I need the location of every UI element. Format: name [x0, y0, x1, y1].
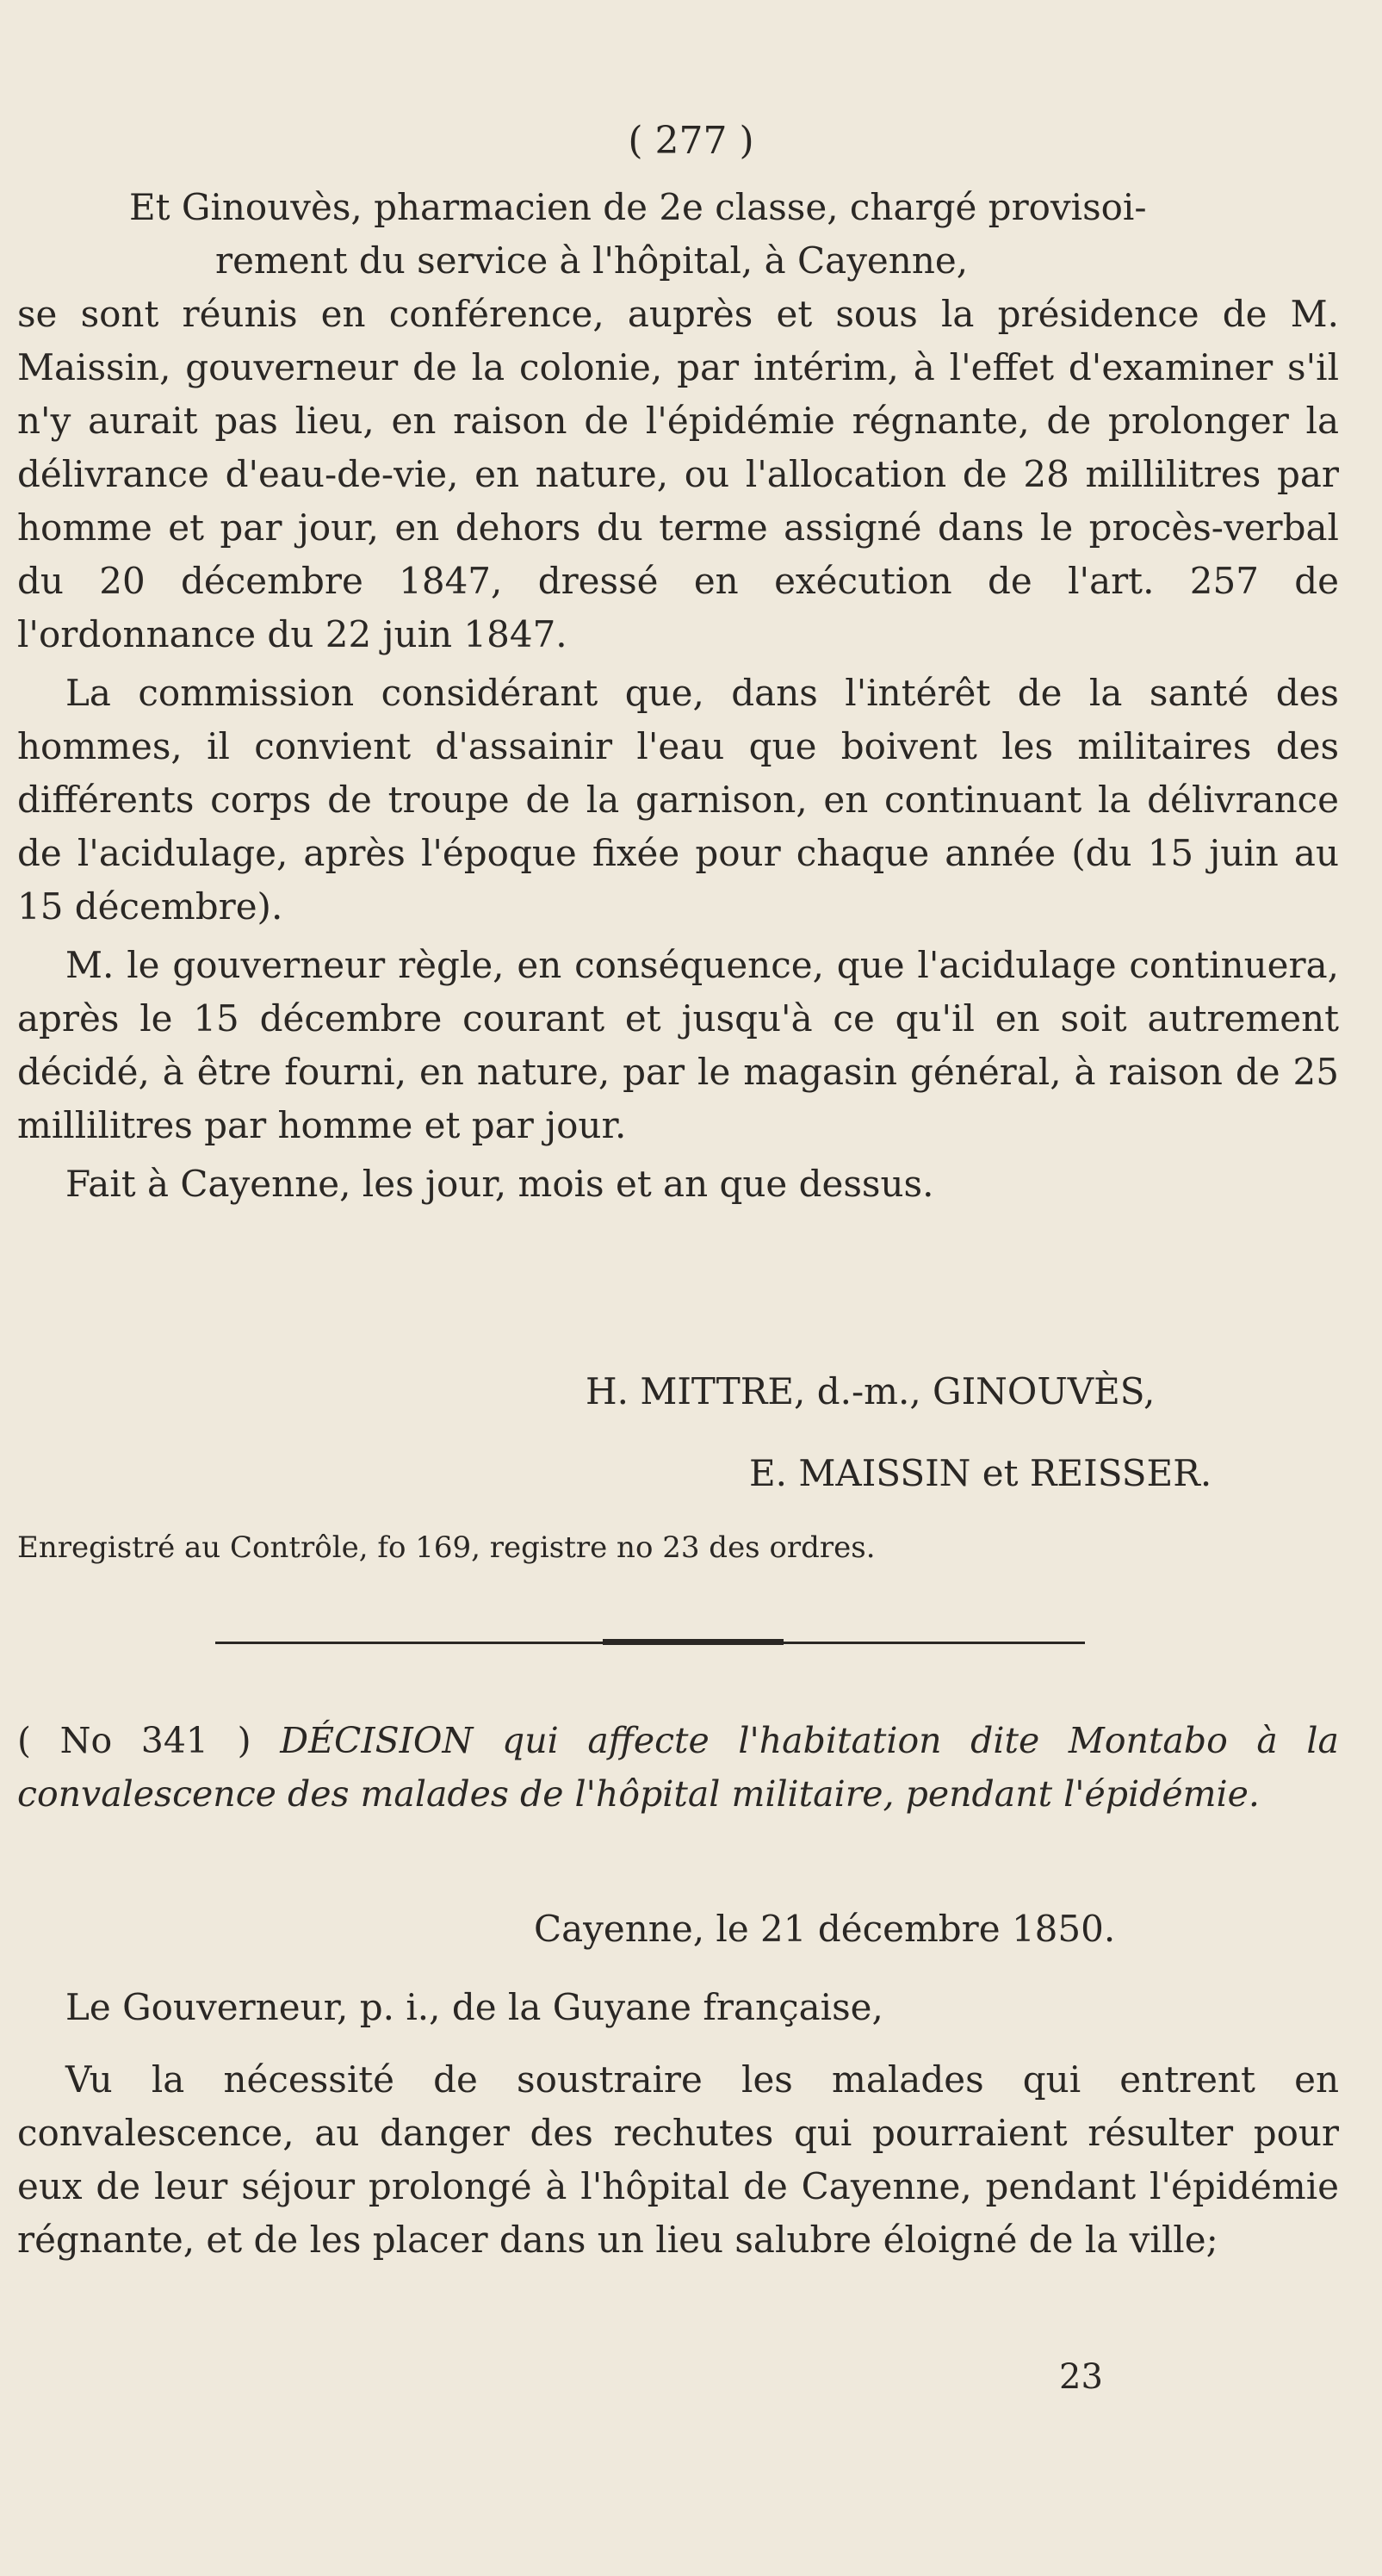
signature-line-2: E. MAISSIN et REISSER. — [749, 1452, 1212, 1494]
proces-verbal-body — [17, 181, 1339, 1211]
paragraph-4: Fait à Cayenne, les jour, mois et an que dessus. — [65, 1163, 934, 1205]
paragraph-2: La commission considérant que, dans l'intérêt de la santé des hommes, il convient d'assainir l'eau que boivent les militaires des différents corps de troupe de la garnison, en continuant la délivrance de l'acidulage, après l'époque fixée pour chaque année (du 15 juin au 15 décembre). — [17, 672, 1339, 928]
decision-body — [17, 1981, 1339, 2267]
signature-line-1: H. MITTRE, d.-m., GINOUVÈS, — [586, 1370, 1156, 1412]
paragraph-3: M. le gouverneur règle, en conséquence, que l'acidulage continuera, après le 15 décembre courant et jusqu'à ce qu'il en soit autrement décidé, à être fourni, en nature, par le magasin général, à raison de 25 millilitres par homme et par jour. — [17, 944, 1339, 1146]
decision-number: ( No 341 ) — [17, 1720, 251, 1761]
page-number: ( 277 ) — [628, 119, 754, 163]
governor-line: Le Gouverneur, p. i., de la Guyane française, — [65, 1986, 883, 2028]
decision-header — [17, 1714, 1339, 1821]
section-divider-ornament — [603, 1639, 784, 1645]
paragraph-1: se sont réunis en conférence, auprès et sous la présidence de M. Maissin, gouverneur de la colonie, par intérim, à l'effet d'examiner s'il n'y aurait pas lieu, en raison de l'épidémie régnante, de prolonger la délivrance d'eau-de-vie, en nature, ou l'allocation de 28 millilitres par homme et par jour, en dehors du terme assigné dans le procès-verbal du 20 décembre 1847, dressé en exécution de l'art. 257 de l'ordonnance du 22 juin 1847. — [17, 293, 1339, 655]
intro-line-2: rement du service à l'hôpital, à Cayenne, — [215, 239, 969, 282]
intro-line-1: Et Ginouvès, pharmacien de 2e classe, chargé provisoi- — [129, 186, 1147, 228]
decision-title: DÉCISION qui affecte l'habitation dite Montabo à la convalescence des malades de l'hôpital militaire, pendant l'épidémie. — [17, 1720, 1339, 1815]
paragraph-5: Vu la nécessité de soustraire les malades qui entrent en convalescence, au danger des rechutes qui pourraient résulter pour eux de leur séjour prolongé à l'hôpital de Cayenne, pendant l'épidémie régnante, et de les placer dans un lieu salubre éloigné de la ville; — [17, 2058, 1339, 2261]
decision-date: Cayenne, le 21 décembre 1850. — [534, 1908, 1116, 1950]
registration-note: Enregistré au Contrôle, fo 169, registre no 23 des ordres. — [17, 1530, 876, 1565]
signature-mark: 23 — [1059, 2357, 1103, 2397]
